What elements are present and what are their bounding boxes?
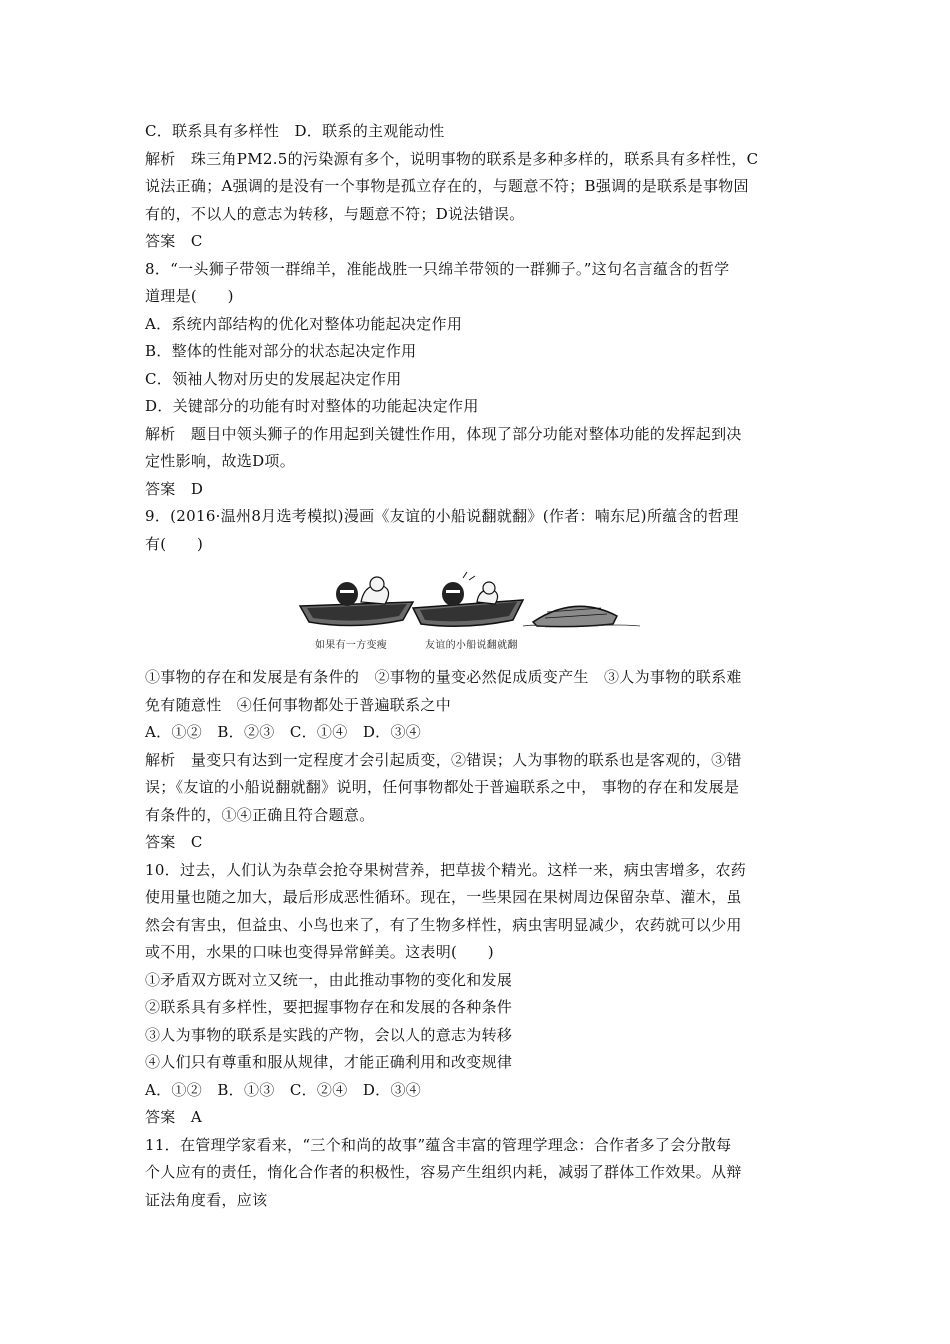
text-line: 证法角度看，应该 — [145, 1190, 268, 1209]
text-line: 9．(2016·温州8月选考模拟)漫画《友谊的小船说翻就翻》(作者：喃东尼)所蕴含的哲理 — [145, 507, 739, 525]
text-line: 道理是( ) — [145, 287, 234, 305]
boat-panel-left — [300, 577, 413, 626]
text-line: C．联系具有多样性 D．联系的主观能动性 — [145, 122, 445, 140]
text-line: ①事物的存在和发展是有条件的 ②事物的量变必然促成质变产生 ③人为事物的联系难 — [145, 668, 742, 686]
text-line: 然会有害虫，但益虫、小鸟也来了，有了生物多样性，病虫害明显减少，农药就可以少用 — [145, 915, 742, 934]
text-line: 说法正确；A强调的是没有一个事物是孤立存在的，与题意不符；B强调的是联系是事物固 — [145, 177, 749, 195]
text-line: 有的，不以人的意志为转移，与题意不符；D说法错误。 — [145, 204, 525, 223]
text-line: 解析 题目中领头狮子的作用起到关键性作用，体现了部分功能对整体功能的发挥起到决 — [145, 424, 742, 443]
text-line: B．整体的性能对部分的状态起决定作用 — [145, 342, 417, 360]
text-line: 个人应有的责任，惰化合作者的积极性，容易产生组织内耗，减弱了群体工作效果。从辩 — [145, 1163, 742, 1181]
text-line: ①矛盾双方既对立又统一，由此推动事物的变化和发展 — [145, 970, 513, 989]
text-line: A．①② B．①③ C．②④ D．③④ — [145, 1080, 422, 1099]
comic-caption-right: 友谊的小船说翻就翻 — [425, 640, 518, 651]
text-line: 解析 珠三角PM2.5的污染源有多个，说明事物的联系是多种多样的，联系具有多样性，C — [145, 149, 759, 168]
text-line: 10．过去，人们认为杂草会抢夺果树营养，把草拔个精光。这样一来，病虫害增多，农药 — [145, 860, 747, 879]
text-line: 或不用，水果的口味也变得异常鲜美。这表明( ) — [145, 943, 494, 961]
text-line: ④人们只有尊重和服从规律，才能正确利用和改变规律 — [145, 1053, 513, 1071]
text-line: 答案 A — [145, 1108, 203, 1126]
text-line: 误；《友谊的小船说翻就翻》说明，任何事物都处于普遍联系之中， 事物的存在和发展是 — [145, 778, 740, 796]
boat-panel-middle — [413, 572, 523, 626]
text-line: 有( ) — [145, 534, 204, 553]
text-line: 8．“一头狮子带领一群绵羊，准能战胜一只绵羊带领的一群狮子。”这句名言蕴含的哲学 — [145, 259, 730, 278]
text-line: 有条件的，①④正确且符合题意。 — [145, 805, 375, 824]
text-line: 使用量也随之加大，最后形成恶性循环。现在，一些果园在果树周边保留杂草、灌木，虽 — [145, 888, 742, 906]
text-line: 免有随意性 ④任何事物都处于普遍联系之中 — [145, 695, 452, 714]
text-line: 答案 D — [145, 479, 204, 498]
text-line: C．领袖人物对历史的发展起决定作用 — [145, 369, 402, 388]
text-line: ②联系具有多样性，要把握事物存在和发展的各种条件 — [145, 998, 513, 1016]
text-line: 解析 量变只有达到一定程度才会引起质变，②错误；人为事物的联系也是客观的，③错 — [145, 750, 742, 769]
text-line: 定性影响，故选D项。 — [145, 452, 296, 470]
text-line: A．①② B．②③ C．①④ D．③④ — [145, 723, 422, 741]
comic-drawing — [295, 564, 655, 656]
text-line: 11．在管理学家看来，“三个和尚的故事”蕴含丰富的管理学理念：合作者多了会分散每 — [145, 1135, 732, 1154]
text-line: A．系统内部结构的优化对整体功能起决定作用 — [145, 314, 463, 333]
comic-illustration — [145, 564, 810, 660]
boat-panel-right — [523, 606, 640, 627]
text-line: D．关键部分的功能有时对整体的功能起决定作用 — [145, 397, 479, 415]
text-line: 答案 C — [145, 232, 203, 250]
text-line: ③人为事物的联系是实践的产物，会以人的意志为转移 — [145, 1025, 513, 1044]
text-line: 答案 C — [145, 833, 203, 851]
document-body — [145, 118, 810, 1214]
comic-caption-left: 如果有一方变瘦 — [315, 640, 388, 651]
